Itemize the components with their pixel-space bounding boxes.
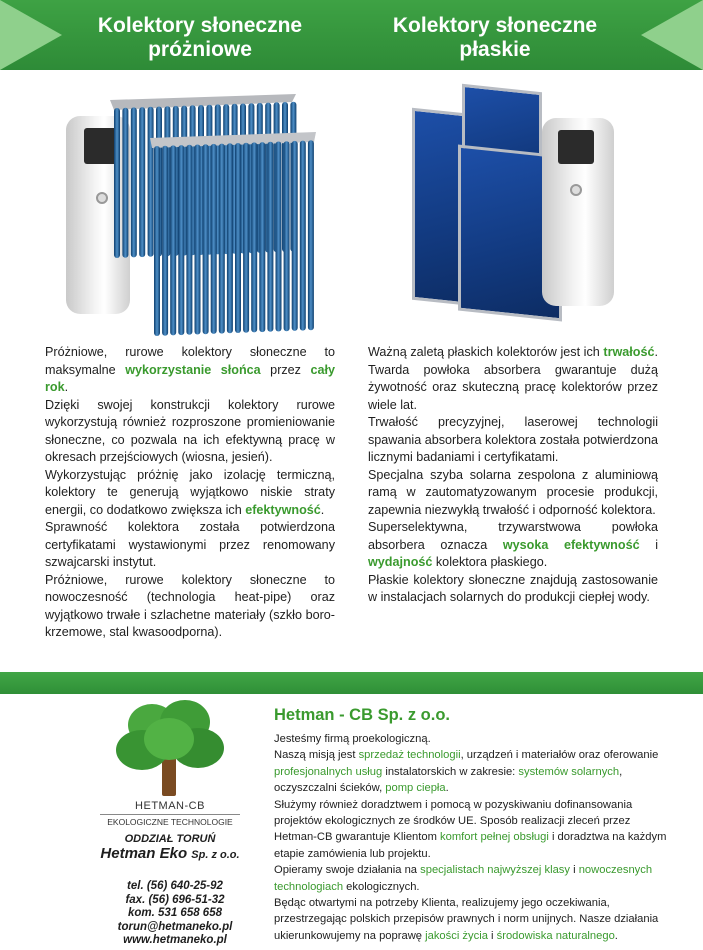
vacuum-tube — [300, 141, 306, 331]
paragraph: Płaskie kolektory słoneczne znajdują zastosowanie w instalacjach solarnych do produkcji ciepłej wody. — [368, 572, 658, 604]
vacuum-tube — [186, 145, 192, 335]
divider — [100, 814, 240, 815]
vacuum-tube — [203, 144, 209, 334]
highlight: nowoczesnych technologiach — [274, 864, 653, 893]
branch-main: Hetman Eko — [100, 845, 188, 862]
controller-box — [558, 130, 594, 164]
text: Twarda powłoka absorbera gwarantuje dużą żywotność oraz skuteczną pracę kolektorów przez wiele lat. — [368, 362, 658, 412]
highlight: specjalistach najwyższej klasy — [420, 864, 570, 877]
vacuum-tube — [227, 143, 233, 333]
heading-line: Kolektory słoneczne — [392, 14, 598, 37]
text: i — [487, 929, 497, 942]
text: Superselektywna, trzywarstwowa powłoka absorbera oznacza — [368, 520, 658, 552]
vacuum-tube — [251, 142, 257, 332]
text: i — [639, 537, 658, 552]
highlight: cały rok — [45, 362, 335, 394]
gauge-icon — [570, 184, 582, 196]
paragraph: Dzięki swojej konstrukcji kolektory rurowe wykorzystują również rozproszone promieniowanie słoneczne, co pozwala na ich efektywną pracę w okresach przejściowych (wiosna, jesień). — [45, 397, 335, 464]
heading-flat-collectors — [385, 14, 605, 62]
gauge-icon — [96, 192, 108, 204]
banner-arrow-right-icon — [641, 0, 703, 70]
text: instalatorskich w zakresie: — [382, 765, 519, 778]
top-banner — [0, 0, 703, 70]
vacuum-tube — [292, 141, 298, 331]
contact-block — [90, 880, 260, 948]
text: . — [654, 345, 658, 359]
text: Opieramy swoje działania na — [274, 864, 421, 877]
text: kolektora płaskiego. — [432, 555, 548, 569]
text: Będąc otwartymi na potrzeby Klienta, realizujemy jego oczekiwania, przestrzegając polskich przepisów prawnych i norm unijnych. Nasze działania ukierunkowujemy na poprawę — [274, 897, 659, 942]
heading-vacuum-collectors — [90, 14, 310, 62]
vacuum-tube — [195, 145, 201, 335]
paragraph: Sprawność kolektora została potwierdzona certyfikatami wystawionymi przez renomowany szwajcarski instytut. — [45, 520, 335, 569]
text: . — [320, 502, 325, 517]
highlight: wydajność — [368, 555, 433, 569]
highlight: systemów solarnych — [518, 765, 620, 778]
logo-tagline: EKOLOGICZNE TECHNOLOGIE — [107, 817, 233, 827]
footer-band — [0, 672, 703, 694]
vacuum-collector-image — [60, 88, 320, 338]
text: Naszą misją jest — [274, 749, 359, 762]
highlight: profesjonalnych usług — [274, 765, 383, 778]
about-line — [274, 862, 674, 895]
text: Wykorzystując próżnię jako izolację termiczną, kolektory te generują wyjątkowo niskie straty energii, co dodatkowo zwiększa ich — [45, 467, 335, 517]
paragraph — [45, 344, 335, 397]
highlight: sprzedaż technologii — [358, 749, 461, 762]
vacuum-tube — [308, 140, 314, 330]
flat-collector-image — [400, 84, 620, 324]
mobile: kom. 531 658 658 — [128, 907, 222, 919]
heading-line: próżniowe — [148, 38, 252, 61]
text: . — [64, 380, 69, 394]
vacuum-tube — [267, 142, 273, 332]
vacuum-tube — [114, 108, 120, 258]
vacuum-tube — [243, 143, 249, 333]
company-logo-text — [80, 800, 260, 862]
highlight: wysoka efektywność — [502, 537, 640, 552]
vacuum-tube — [284, 141, 290, 331]
vacuum-tube — [162, 146, 168, 336]
email-link[interactable]: torun@hetmaneko.pl — [117, 920, 233, 933]
vacuum-tube — [259, 142, 265, 332]
text: i doradztwa na każdym etapie zamówienia lub projektu. — [274, 831, 667, 860]
vacuum-tube — [219, 144, 225, 334]
fax: fax. (56) 696-51-32 — [125, 893, 225, 906]
paragraph — [368, 344, 658, 414]
highlight: jakości życia — [425, 929, 488, 942]
branch-name — [80, 845, 260, 862]
vacuum-tube — [211, 144, 217, 334]
heading-line: Kolektory słoneczne — [97, 14, 303, 37]
vacuum-tube — [154, 146, 160, 336]
text: Służymy również doradztwem i pomocą w pozyskiwaniu dofinansowania projektów ekologicznych ze środków UE. Sposób realizacji zleceń przez Hetman-CB gwarantuje Klientom — [274, 798, 633, 844]
website-link[interactable]: www.hetmaneko.pl — [123, 934, 227, 946]
vacuum-description — [45, 344, 335, 642]
highlight: środowiska naturalnego — [496, 929, 615, 942]
text: Próżniowe, rurowe kolektory słoneczne to maksymalne — [45, 345, 335, 377]
text: . — [614, 929, 618, 942]
vacuum-tube — [139, 107, 145, 257]
flat-description — [368, 344, 658, 607]
paragraph: Specjalna szyba solarna zespolona z aluminiową ramą w zautomatyzowanym procesie produkcji, zapewnia niezwykłą trwałość i odporność kolektora. — [368, 467, 658, 517]
text: i — [570, 864, 579, 877]
vacuum-tube — [170, 145, 176, 335]
highlight: pomp ciepła — [385, 782, 446, 795]
banner-arrow-left-icon — [0, 0, 62, 70]
vacuum-tube — [122, 108, 128, 258]
vacuum-tube — [276, 142, 282, 332]
highlight: efektywność — [245, 502, 321, 517]
branch-suffix: Sp. z o.o. — [191, 849, 240, 861]
text: . — [445, 782, 449, 795]
about-line: Jesteśmy firmą proekologiczną. — [274, 733, 431, 745]
heading-line: płaskie — [459, 38, 531, 61]
about-text — [274, 731, 674, 944]
tube-collector-front — [148, 130, 320, 340]
highlight: komfort pełnej obsługi — [440, 831, 549, 844]
vacuum-tube — [131, 107, 137, 257]
text: przez — [260, 362, 311, 377]
text: , urządzeń i materiałów oraz oferowanie — [460, 749, 659, 762]
about-company — [274, 706, 674, 944]
text: ekologicznych. — [343, 880, 420, 893]
about-line — [274, 747, 674, 796]
text: Ważną zaletą płaskich kolektorów jest ich — [368, 345, 604, 359]
paragraph: Trwałość precyzyjnej, laserowej technologii spawania absorbera kolektora została potwierdzona licznymi badaniami i certyfikatami. — [368, 415, 658, 464]
about-line — [274, 797, 674, 863]
paragraph — [368, 519, 658, 572]
highlight: trwałość — [603, 345, 655, 359]
about-title: Hetman - CB Sp. z o.o. — [274, 706, 451, 724]
paragraph: Próżniowe, rurowe kolektory słoneczne to nowoczesność (technologia heat-pipe) oraz wyjątkowo trwałe i szlachetne materiały (szkło boro-krzemowe, stal kwasoodporna). — [45, 572, 335, 639]
vacuum-tube — [178, 145, 184, 335]
phone: tel. (56) 640-25-92 — [127, 880, 223, 892]
vacuum-tube — [235, 143, 241, 333]
tree-leaf — [144, 718, 194, 760]
text: , oczyszczalni ścieków, — [274, 765, 623, 795]
highlight: wykorzystanie słońca — [125, 362, 261, 377]
logo-name: HETMAN-CB — [135, 800, 205, 812]
paragraph — [45, 467, 335, 520]
about-line — [274, 895, 674, 944]
office-name: ODDZIAŁ TORUŃ — [124, 833, 216, 845]
tree-logo-icon — [110, 700, 230, 800]
